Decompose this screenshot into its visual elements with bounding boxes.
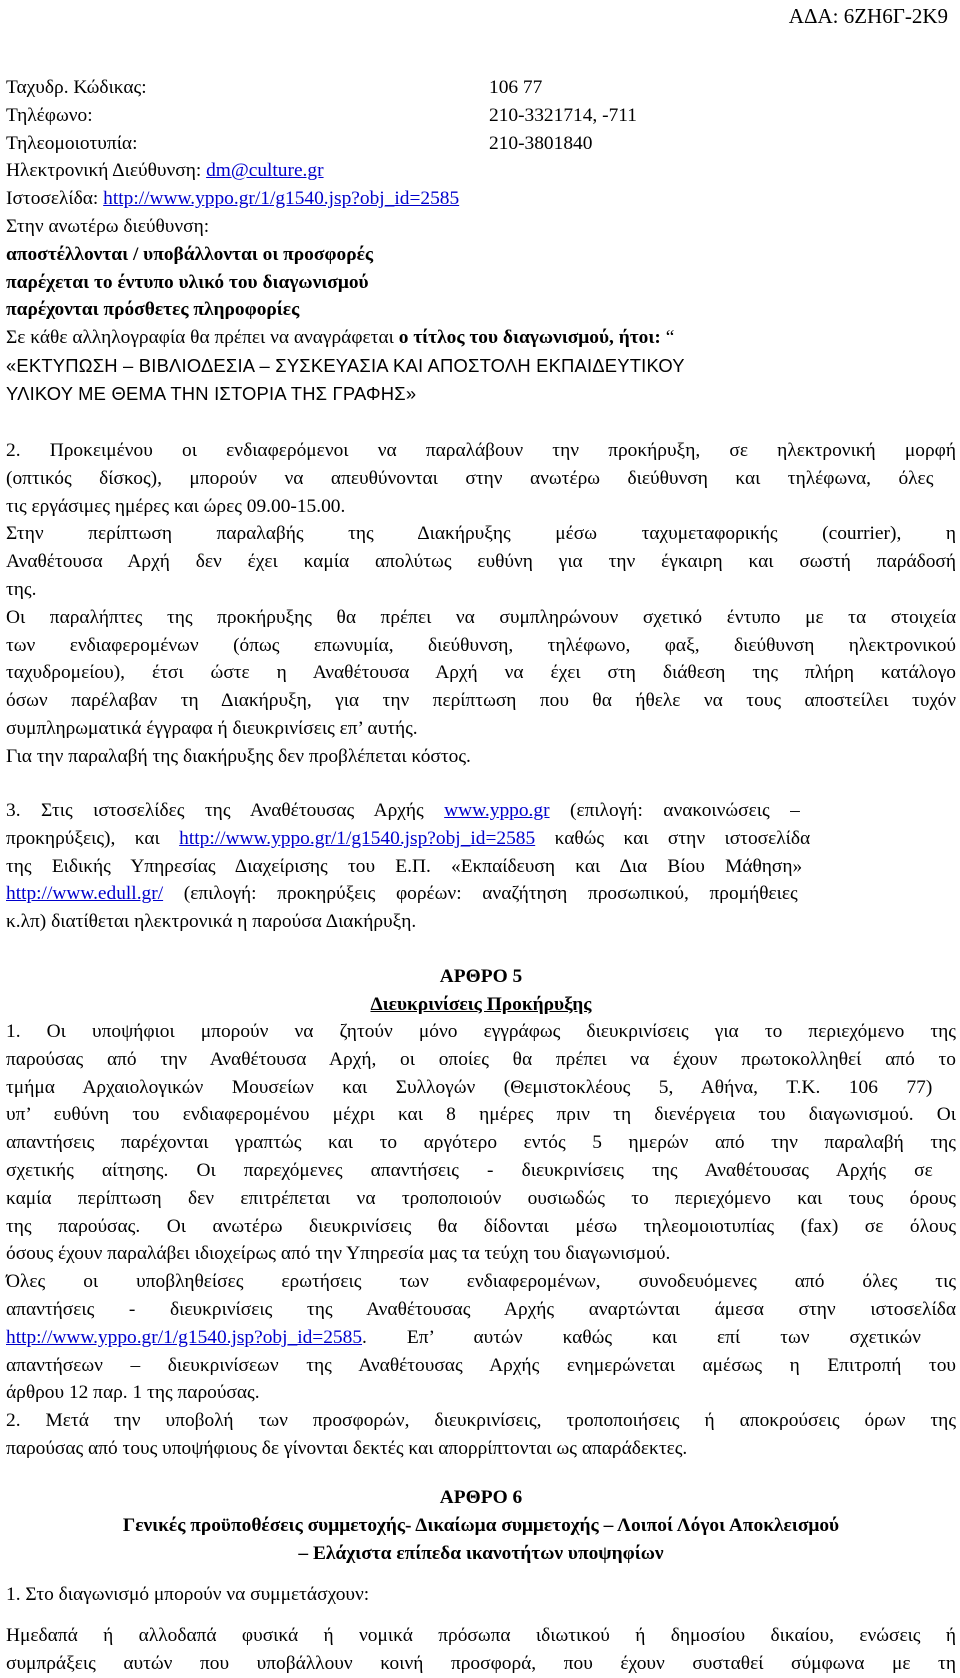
sec2-line-7 [6,604,956,632]
phone-label: Τηλέφωνο: [6,104,93,126]
contact-block [6,74,956,408]
art5-after-line-2-text: άρθρου 12 παρ. 1 της παρούσας. [6,1382,260,1404]
art5-after-line-2 [6,1379,956,1407]
article-5-body [6,1018,956,1463]
website-line [6,185,956,213]
doc-id: ΑΔΑ: 6ΖΗ6Γ-2Κ9 [788,4,948,28]
sec2-line-11 [6,715,956,743]
corr-suffix: “ [660,327,675,349]
sec2-line-8-text: των ενδιαφερομένων (όπως επωνυμία, διεύθυνση, τηλέφωνο, φαξ, διεύθυνση ηλεκτρονικού [6,634,956,656]
postal-label: Ταχυδρ. Κώδικας: [6,77,147,98]
art5-line-11 [6,1296,956,1324]
sec2-line-9-text: ταχυδρομείου), έτσι ώστε η Αναθέτουσα Αρχή να έχει στη διάθεση της πλήρη κατάλογο [6,662,956,684]
sec2-line-4-text: Στην περίπτωση παραλαβής της Διακήρυξης μέσω ταχυμεταφορικής (courrier), η [6,523,956,545]
article-5-heading: ΑΡΘΡΟ 5 [439,966,523,987]
sec3-line-1 [6,797,956,825]
sec2-line-6 [6,576,956,604]
email-link[interactable]: dm@culture.gr [206,160,324,182]
art5-after-line-4 [6,1435,956,1463]
bold-line-offers: αποστέλλονται / υποβάλλονται οι προσφορές [6,243,374,265]
yppo-link[interactable]: www.yppo.gr [444,800,550,821]
sec3-l2-a: προκηρύξεις), και [6,827,180,849]
art5-line-4 [6,1101,956,1129]
website-link[interactable]: http://www.yppo.gr/1/g1540.jsp?obj_id=2585 [103,188,460,210]
article-6-p1: 1. Στο διαγωνισμό μπορούν να συμμετάσχουν: [6,1584,370,1605]
sec2-line-1 [6,437,956,465]
sec2-line-5-text: Αναθέτουσα Αρχή δεν έχει καμία απολύτως ευθύνη για την έγκαιρη και σωστή παράδοσή [6,551,956,573]
phone-value: 210-3321714, -711 [489,104,637,126]
sec2-line-2-text: (οπτικός δίσκος), μπορούν να απευθύνονται στην ανωτέρω διεύθυνση και τηλέφωνα, όλες [6,467,934,489]
art5-line-9 [6,1240,956,1268]
sec2-line-8 [6,632,956,660]
section-3 [6,797,956,936]
art5-line-7 [6,1185,956,1213]
art5-line-7-text: καμία περίπτωση δεν επιτρέπεται να τροποποιούν ουσιωδώς το περιεχόμενο και τους όρους [6,1187,956,1209]
bold-line-info: παρέχονται πρόσθετες πληροφορίες [6,299,300,321]
postal-value: 106 77 [489,77,543,98]
sec3-l1-a: 3. Στις ιστοσελίδες της Αναθέτουσας Αρχής [6,800,445,821]
art5-line-2 [6,1046,956,1074]
art5-line-5-text: απαντήσεις παρέχονται γραπτώς και το αργότερο εντός 5 ημερών από την παραλαβή της [6,1132,956,1154]
article-6-heading: ΑΡΘΡΟ 6 [439,1487,523,1508]
sec2-line-1-text: 2. Προκειμένου οι ενδιαφερόμενοι να παραλάβουν την προκήρυξη, σε ηλεκτρονική μορφή [6,440,956,461]
sec2-line-12-text: Για την παραλαβή της διακήρυξης δεν προβλέπεται κόστος. [6,745,471,767]
sec2-line-3 [6,493,956,521]
sec2-line-12 [6,743,956,771]
fax-value: 210-3801840 [489,132,593,154]
art5-line-5 [6,1129,956,1157]
art5-line-4-text: υπ’ ευθύνη του ενδιαφερομένου μέχρι και 8 ημέρες πριν τη διενέργεια του διαγωνισμού. Οι [6,1104,956,1126]
website-label: Ιστοσελίδα: [6,188,104,210]
art5-line-2-text: παρούσας από την Αναθέτουσα Αρχή, οι οποίες θα πρέπει να έχουν πρωτοκολληθεί από το [6,1048,956,1070]
article-5-subheading-text: Διευκρινίσεις Προκήρυξης [370,994,592,1015]
art5-line-1 [6,1018,956,1046]
contact-row-fax [6,130,956,158]
sec2-line-11-text: συμπληρωματικά έγγραφα ή διευκρινίσεις επ’ αυτής. [6,717,418,739]
art5-after-line-1-text: απαντήσεων – διευκρινίσεων της Αναθέτουσας Αρχής ενημερώνεται αμέσως η Επιτροπή του [6,1354,956,1376]
edull-link[interactable]: http://www.edull.gr/ [6,883,164,905]
art5-line-9-text: όσους έχουν παραλάβει ιδιοχείρως από την Υπηρεσία μας τα τεύχη του διαγωνισμού. [6,1243,671,1265]
sec2-line-2 [6,465,956,493]
sec3-line-2 [6,825,956,853]
bold-line-material: παρέχεται το έντυπο υλικό του διαγωνισμού [6,271,369,293]
article-6-p2-line-2 [6,1650,956,1678]
art5-line-10 [6,1268,956,1296]
art5-after-line-4-text: παρούσας από τους υποψήφιους δε γίνονται δεκτές και απορρίπτονται ως απαράδεκτες. [6,1437,688,1459]
art5-line-6 [6,1157,956,1185]
tender-title-line2: ΥΛΙΚΟΥ ΜΕ ΘΕΜΑ ΤΗΝ ΙΣΤΟΡΙΑ ΤΗΣ ΓΡΑΦΗΣ» [6,382,417,404]
art5-line-11-text: απαντήσεις - διευκρινίσεις της Αναθέτουσας Αρχής αναρτώνται άμεσα στην ιστοσελίδα [6,1298,956,1320]
tender-title-line1: «ΕΚΤΥΠΩΣΗ – ΒΙΒΛΙΟΔΕΣΙΑ – ΣΥΣΚΕΥΑΣΙΑ ΚΑΙ ΑΠΟΣΤΟΛΗ ΕΚΠΑΙΔΕΥΤΙΚΟΥ [6,354,685,376]
sec2-line-7-text: Οι παραλήπτες της προκήρυξης θα πρέπει να συμπληρώνουν σχετικό έντυπο με τα στοιχεία [6,606,956,628]
sec3-line-5: κ.λπ) διατίθεται ηλεκτρονικά η παρούσα Διακήρυξη. [6,911,417,933]
sec2-line-9 [6,659,956,687]
article-6-p2-l1-text: Ημεδαπά ή αλλοδαπά φυσικά ή νομικά πρόσωπα ιδιωτικού ή δημοσίου δικαίου, ενώσεις ή [6,1625,956,1646]
sec3-line-4 [6,880,956,908]
sec2-line-10-text: όσων παρέλαβαν τη Διακήρυξη, για την περίπτωση που θα ήθελε να τους αποστείλει τυχόν [6,690,956,712]
art5-line-3 [6,1074,956,1102]
art5-line-10-text: Όλες οι υποβληθείσες ερωτήσεις των ενδιαφερομένων, συνοδευόμενες από όλες τις [6,1271,956,1293]
fax-label: Τηλεομοιοτυπία: [6,132,138,154]
art5-line-3-text: τμήμα Αρχαιολογικών Μουσείων και Συλλογών (Θεμιστοκλέους 5, Αθήνα, Τ.Κ. 106 77) [6,1076,933,1098]
sec2-line-3-text: τις εργάσιμες ημέρες και ώρες 09.00-15.00. [6,495,346,517]
article-6-p2 [6,1622,956,1678]
email-label: Ηλεκτρονική Διεύθυνση: [6,160,207,182]
art5-line-8-text: της παρούσας. Οι ανωτέρω διευκρινίσεις θα δίδονται μέσω τηλεομοιοτυπίας (fax) σε όλους [6,1215,956,1237]
sec2-line-5 [6,548,956,576]
article-6-p2-l2-text: συμπράξεις αυτών που υποβάλλουν κοινή προσφορά, που έχουν συσταθεί σύμφωνα με τη [6,1652,956,1674]
art5-after-line-3 [6,1407,956,1435]
contact-row-postal [6,74,956,102]
sec3-l1-b: (επιλογή: ανακοινώσεις – [549,800,800,821]
yppo-page-link[interactable]: http://www.yppo.gr/1/g1540.jsp?obj_id=2585 [179,827,536,849]
sec3-l3: της Ειδικής Υπηρεσίας Διαχείρισης του Ε.Π. «Εκπαίδευση και Δια Βίου Μάθηση» [6,855,803,877]
art5-line-1-text: 1. Οι υποψήφιοι μπορούν να ζητούν μόνο εγγράφως διευκρινίσεις για το περιεχόμενο της [6,1021,956,1042]
article-5-subheading [6,991,956,1019]
address-intro: Στην ανωτέρω διεύθυνση: [6,215,210,237]
sec2-line-4 [6,520,956,548]
email-line [6,157,956,185]
section-2 [6,437,956,771]
corr-prefix: Σε κάθε αλληλογραφία θα πρέπει να αναγράφεται [6,327,399,349]
sec3-l2-b: καθώς και στην ιστοσελίδα [535,827,811,849]
sec3-line-3 [6,853,956,881]
sec3-l4-b: (επιλογή: προκηρύξεις φορέων: αναζήτηση προσωπικού, προμήθειες [163,883,798,905]
contact-row-phone [6,102,956,130]
art5-link-line [6,1324,956,1352]
corr-bold: ο τίτλος του διαγωνισμού, ήτοι: [398,327,661,349]
article-6-subheading-1: Γενικές προϋποθέσεις συμμετοχής- Δικαίωμα συμμετοχής – Λοιποί Λόγοι Αποκλεισμού [122,1515,840,1536]
art5-after-line-3-text: 2. Μετά την υποβολή των προσφορών, διευκρινίσεις, τροποποιήσεις ή αποκρούσεις όρων της [6,1410,956,1432]
art5-after-line-1 [6,1352,956,1380]
art5-link-line-rest: . Επ’ αυτών καθώς και επί των σχετικών [362,1326,921,1348]
sec2-line-6-text: της. [6,578,37,600]
art5-line-6-text: σχετικής αίτησης. Οι παρεχόμενες απαντήσεις - διευκρινίσεις της Αναθέτουσας Αρχής σε [6,1159,933,1181]
clarifications-link[interactable]: http://www.yppo.gr/1/g1540.jsp?obj_id=2585 [6,1326,363,1348]
article-6-subheading-2: – Ελάχιστα επίπεδα ικανοτήτων υποψηφίων [298,1543,664,1564]
art5-line-8 [6,1213,956,1241]
article-6-p2-line-1 [6,1622,956,1650]
correspondence-line [6,324,956,352]
sec2-line-10 [6,687,956,715]
